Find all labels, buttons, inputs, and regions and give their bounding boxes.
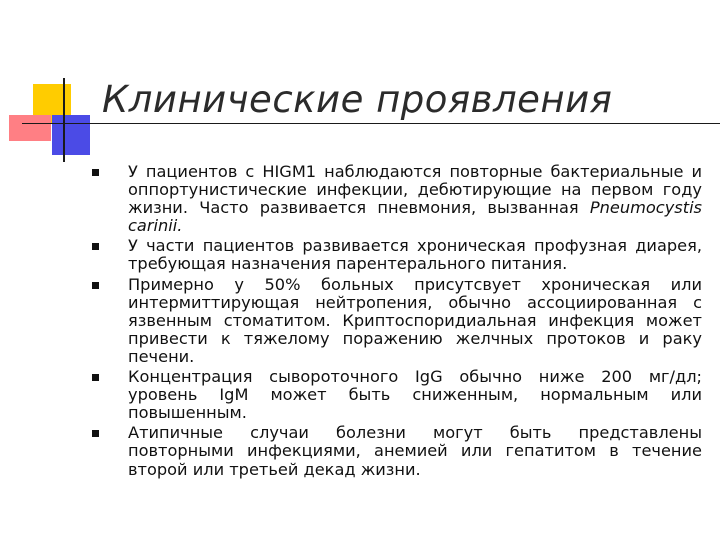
- square-bullet-icon: [92, 243, 99, 250]
- bullet-item: [128, 163, 702, 235]
- bullet-item: [128, 237, 702, 273]
- slide-title: Клинические проявления: [102, 78, 613, 121]
- bullet-italic-text: Pneumocystis carinii.: [128, 198, 702, 236]
- square-bullet-icon: [92, 282, 99, 289]
- bullet-text: У части пациентов развивается хроническая профузная диарея, требующая назначения парентерального питания.: [128, 236, 702, 274]
- square-bullet-icon: [92, 169, 99, 176]
- bullet-item: [128, 424, 702, 478]
- decor-vertical-line: [63, 78, 65, 162]
- decor-blue-square: [52, 115, 90, 155]
- square-bullet-icon: [92, 374, 99, 381]
- decor-pink-rectangle: [9, 115, 51, 141]
- bullet-item: [128, 368, 702, 422]
- bullet-item: [128, 276, 702, 366]
- bullet-text: Атипичные случаи болезни могут быть представлены повторными инфекциями, анемией или гепатитом в течение второй или третьей декад жизни.: [128, 423, 702, 479]
- bullet-text: У пациентов с HIGM1 наблюдаются повторные бактериальные и оппортунистические инфекции, дебютирующие на первом году жизни. Часто развивается пневмония, вызванная: [128, 162, 702, 218]
- bullet-text: Концентрация сывороточного IgG обычно ниже 200 мг/дл; уровень IgM может быть сниженным, нормальным или повышенным.: [128, 367, 702, 423]
- bullet-text: Примерно у 50% больных присутсвует хроническая или интермиттирующая нейтропения, обычно ассоциированная с язвенным стоматитом. Криптоспоридиальная инфекция может привести к тяжелому поражению желчных протоков и раку печени.: [128, 274, 702, 366]
- bullet-list: [128, 163, 702, 479]
- square-bullet-icon: [92, 430, 99, 437]
- title-underline: [22, 123, 720, 124]
